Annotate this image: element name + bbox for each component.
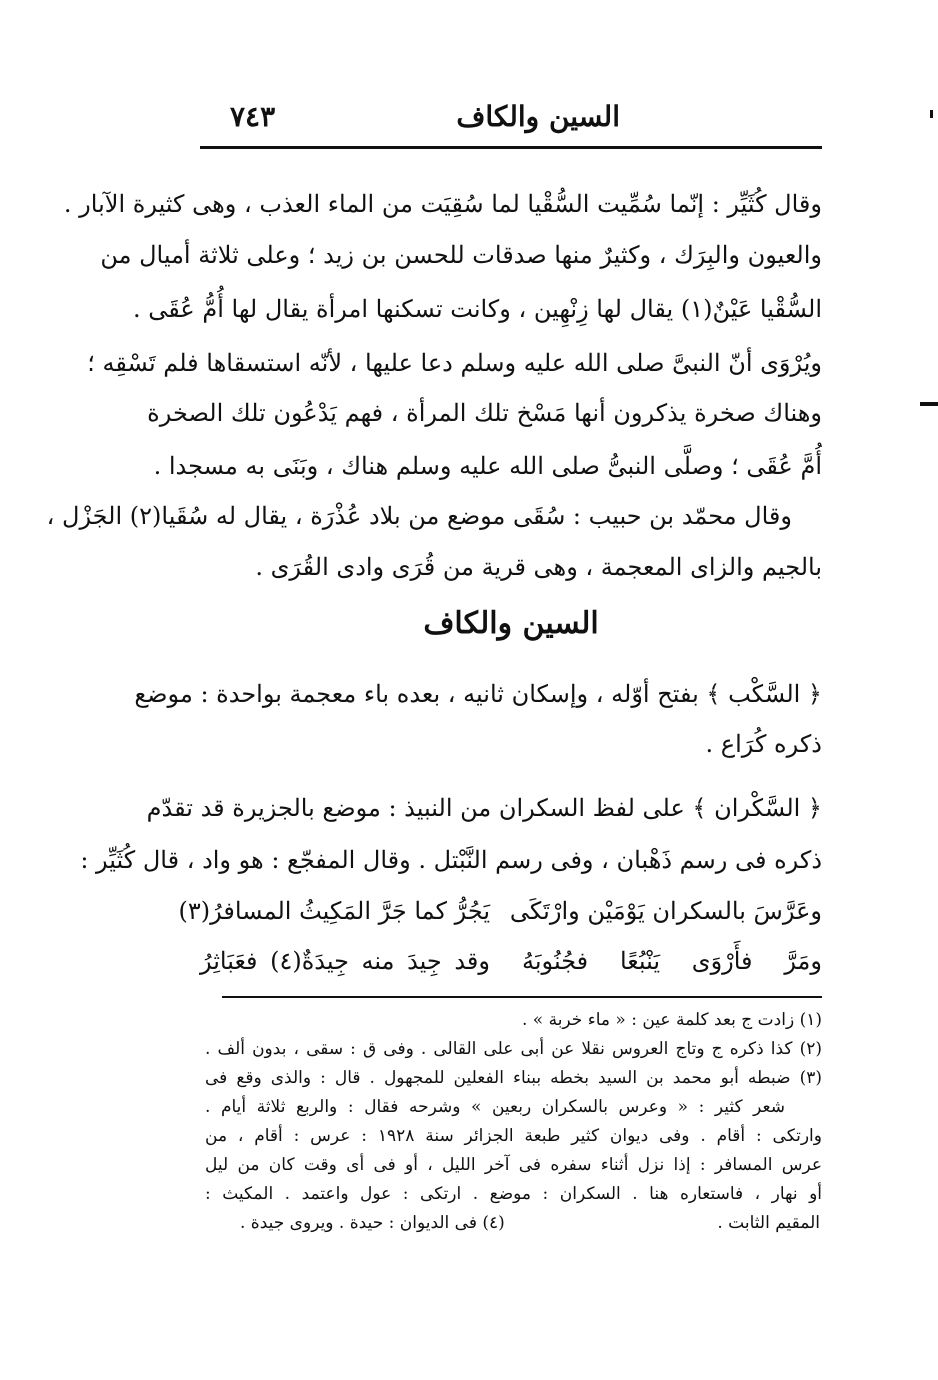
footnote-rule [222, 996, 822, 998]
footnote-4: (٤) فى الديوان : حيدة . ويروى جيدة . [240, 1213, 505, 1233]
section-title: السين والكاف [423, 606, 599, 641]
header-rule [200, 146, 822, 149]
footnote-line: أو نهار ، فاستعاره هنا . السكران : موضع . ارتكى : عول واعتمد . المكيث : [205, 1184, 822, 1204]
running-header [200, 96, 820, 146]
footnote-line: (٢) كذا ذكره ج وتاج العروس نقلا عن أبى على القالى . وفى ق : سقى ، بدون ألف . [205, 1039, 822, 1059]
running-title: السين والكاف [456, 100, 620, 133]
body-line: وقال كُثَيِّر : إنّما سُمِّيت السُّقْيا لما سُقِيَت من الماء العذب ، وهى كثيرة الآبار . [63, 190, 822, 218]
body-line: بالجيم والزاى المعجمة ، وهى قرية من قُرَى وادى القُرَى . [255, 553, 822, 581]
footnote-line: (١) زادت ج بعد كلمة عين : « ماء خربة » . [521, 1010, 822, 1030]
footnote-line: وارتكى : أقام . وفى ديوان كثير طبعة الجزائر سنة ١٩٢٨ : عرس : أقام ، من [205, 1126, 822, 1146]
footnote-line: (٣) ضبطه أبو محمد بن السيد بخطه ببناء الفعلين للمجهول . قال : والذى وقع فى [205, 1068, 822, 1088]
scan-mark [930, 110, 933, 118]
entry-line: ذكره كُرَاع . [705, 730, 822, 758]
footnote-line: عرس المسافر : إذا نزل أثناء سفره فى آخر الليل ، أو فى أى وقت كان من ليل [205, 1155, 822, 1175]
body-line: وقال محمّد بن حبيب : سُقَى موضع من بلاد عُذْرَة ، يقال له سُقَيا(٢) الجَزْل ، [46, 502, 792, 530]
footnote-line: شعر كثير : « وعرس بالسكران ربعين » وشرحه فقال : والربع ثلاثة أيام . [205, 1097, 785, 1117]
body-line: السُّقْيا عَيْنٌ(١) يقال لها زِنْهِين ، وكانت تسكنها امرأة يقال لها أُمُّ عُقَى . [133, 295, 822, 323]
verse-second-hemistich: وقد جِيدَ منه جِيدَةٌ(٤) فعَبَاثِرُ [200, 947, 490, 975]
body-line: وهناك صخرة يذكرون أنها مَسْخ تلك المرأة ، فهم يَدْعُون تلك الصخرة [147, 399, 822, 427]
page-number: ٧٤٣ [230, 100, 276, 133]
body-line: ويُرْوَى أنّ النبىَّ صلى الله عليه وسلم دعا عليها ، لأنّه استسقاها فلم تَسْقِه ؛ [87, 349, 822, 377]
body-line: والعيون والبِرَك ، وكثيرٌ منها صدقات للحسن بن زيد ؛ وعلى ثلاثة أميال من [100, 241, 822, 269]
verse-line [178, 893, 822, 933]
verse-first-hemistich: ومَرَّ فأَرْوَى يَنْبُعًا فجُنُوبَهُ [522, 947, 822, 975]
verse-line [200, 943, 822, 983]
entry-line: ﴿ السَّكْب ﴾ بفتح أوّله ، وإسكان ثانيه ، بعده باء معجمة بواحدة : موضع [134, 680, 822, 708]
entry-line: ﴿ السَّكْران ﴾ على لفظ السكران من النبيذ : موضع بالجزيرة قد تقدّم [146, 794, 822, 822]
entry-line: ذكره فى رسم ذَهْبان ، وفى رسم النَّبْتل . وقال المفجّع : هو واد ، قال كُثَيِّر : [80, 846, 822, 874]
verse-first-hemistich: وعَرَّسَ بالسكران يَوْمَيْن وارْتَكَى [509, 897, 822, 925]
body-line: أُمَّ عُقَى ؛ وصلَّى النبىُّ صلى الله عليه وسلم هناك ، وبَنَى به مسجدا . [153, 452, 822, 480]
verse-second-hemistich: يَجُرُّ كما جَرَّ المَكِيثُ المسافرُ(٣) [178, 897, 490, 925]
margin-mark [920, 402, 938, 406]
footnote-continuation: المقيم الثابت . [717, 1213, 820, 1233]
